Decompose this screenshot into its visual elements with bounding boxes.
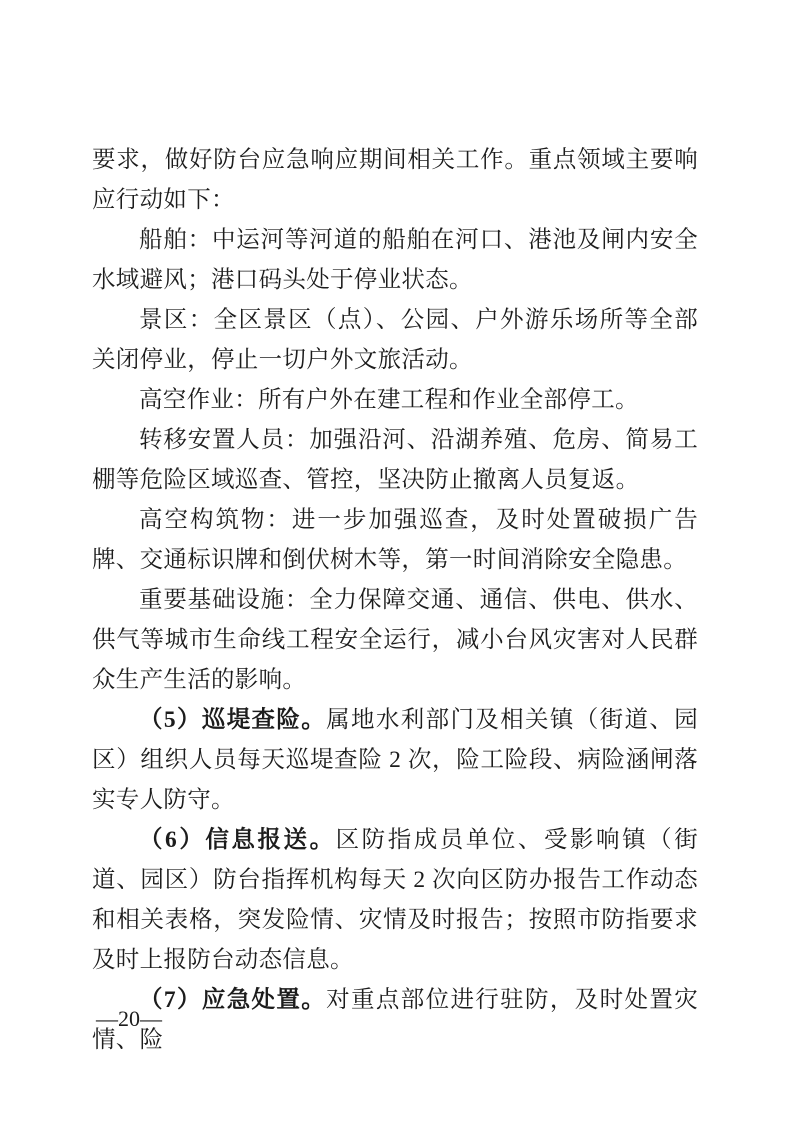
paragraph-heading-run: （5）巡堤查险。: [139, 707, 327, 733]
paragraph-heading-run: （7）应急处置。: [139, 987, 327, 1013]
paragraph-text-run: 船舶：中运河等河道的船舶在河口、港池及闸内安全水域避风；港口码头处于停业状态。: [92, 227, 698, 293]
paragraph-text-run: 重要基础设施：全力保障交通、通信、供电、供水、供气等城市生命线工程安全运行，减小台风灾害对人民群众生产生活的影响。: [92, 587, 698, 693]
paragraph: [92, 980, 698, 1060]
paragraph-text-run: 高空作业：所有户外在建工程和作业全部停工。: [139, 387, 639, 413]
paragraph: [92, 820, 698, 980]
paragraph: [92, 580, 698, 700]
paragraph-text-run: 区防指成员单位、受影响镇（街道、园区）防台指挥机构每天 2 次向区防办报告工作动态和相关表格，突发险情、灾情及时报告；按照市防指要求及时上报防台动态信息。: [92, 827, 698, 973]
paragraph: [92, 700, 698, 820]
paragraph-text-run: 转移安置人员：加强沿河、沿湖养殖、危房、简易工棚等危险区域巡查、管控，坚决防止撤离人员复返。: [92, 427, 698, 493]
paragraph-text-run: 要求，做好防台应急响应期间相关工作。重点领域主要响应行动如下：: [92, 147, 698, 213]
paragraph-text-run: 高空构筑物：进一步加强巡查，及时处置破损广告牌、交通标识牌和倒伏树木等，第一时间消除安全隐患。: [92, 507, 698, 573]
paragraph: [92, 220, 698, 300]
paragraph: [92, 420, 698, 500]
paragraph-text-run: 属地水利部门及相关镇（街道、园区）组织人员每天巡堤查险 2 次，险工险段、病险涵闸落实专人防守。: [92, 707, 698, 813]
paragraph-text-run: 对重点部位进行驻防，及时处置灾情、险: [92, 987, 698, 1053]
paragraph: [92, 300, 698, 380]
paragraph: [92, 140, 698, 220]
paragraph: [92, 500, 698, 580]
paragraph: [92, 380, 698, 420]
paragraph-heading-run: （6）信息报送。: [139, 827, 336, 853]
page-number: —20—: [96, 1006, 162, 1031]
paragraph-text-run: 景区：全区景区（点）、公园、户外游乐场所等全部关闭停业，停止一切户外文旅活动。: [92, 307, 698, 373]
document-body: [92, 140, 698, 1060]
